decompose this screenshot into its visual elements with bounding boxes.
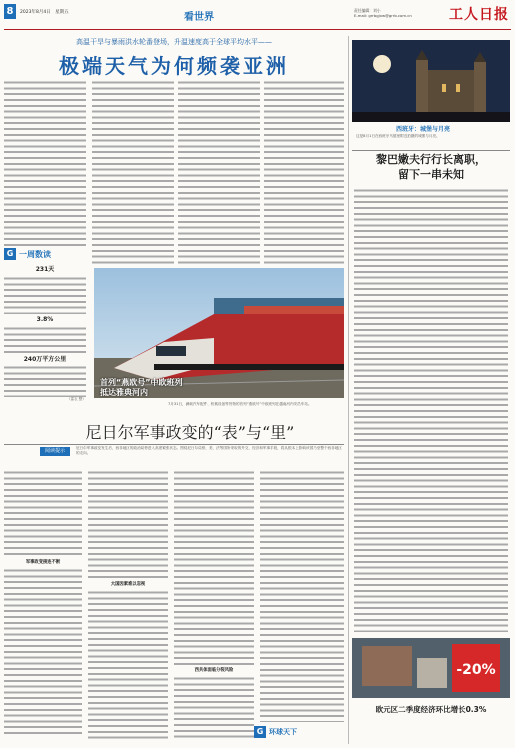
section-g-icon: G — [4, 248, 16, 260]
body-text — [88, 590, 168, 740]
reading-tip-text: 尼日尔军事政变发生后，西非地区的政治局势进入高度紧张状态。围绕尼日尔局势，美、法等国所采取的外交、经济和军事手段，将从根本上影响该国乃至整个西非地区的走向。 — [76, 446, 342, 455]
train-photo-title — [100, 378, 183, 398]
castle-photo — [352, 40, 510, 122]
body-text — [92, 80, 174, 264]
section-g-icon: G — [254, 726, 266, 738]
story-headline: 极端天气为何频袭亚洲 — [59, 54, 289, 78]
main-story-col-1 — [4, 80, 86, 246]
section-divider — [352, 150, 510, 151]
lebanon-headline-line-1: 黎巴嫩夫行行长离职， — [376, 153, 486, 166]
editor-line: 责任编辑：刘小 — [354, 8, 381, 13]
bottom-section-label: 环球天下 — [269, 728, 297, 736]
section-title: 看世界 — [184, 12, 214, 23]
reading-tip-tag: 阅读提示 — [40, 447, 70, 456]
niger-subhead: 大国因素难以忽视 — [110, 582, 146, 587]
page-number: 8 — [4, 4, 16, 19]
stat-number: 240万平方公里 — [23, 355, 67, 363]
niger-subhead: 军事政变接连不断 — [25, 560, 61, 565]
train-caption-line-1: 首列“燕欧号”中欧班列 — [100, 378, 183, 387]
niger-col-1 — [4, 470, 82, 742]
main-story-col-2 — [92, 80, 174, 264]
sale-illustration — [352, 638, 510, 698]
main-story-col-3 — [178, 80, 260, 264]
issue-date: 2023年8月4日 星期五 — [20, 10, 69, 15]
castle-illustration — [352, 40, 510, 122]
body-text — [88, 470, 168, 580]
niger-col-2 — [88, 470, 168, 742]
bottom-section-heading — [254, 726, 344, 738]
lebanon-body — [354, 188, 508, 632]
weekly-numbers-body — [4, 264, 86, 414]
column-divider — [348, 36, 349, 744]
train-photo-credit: 7月31日，满载汽车配件、机械设备等货物的首列“燕欧号”中欧班列在越南河内安员车站。 — [168, 402, 312, 406]
sale-photo — [352, 638, 510, 698]
newspaper-logo: 工人日报 — [449, 7, 509, 23]
email-line: E-mail: grrbgjxw@grrb.com.cn — [354, 13, 412, 18]
body-text — [354, 188, 508, 632]
castle-description: 这是8月1日在西班牙马德里附近拍摄的城堡与月亮。 — [356, 134, 440, 138]
weekly-numbers-heading — [4, 248, 86, 260]
main-story-col-4 — [264, 80, 344, 264]
editor-contact — [354, 8, 424, 18]
signature: （雷衣 整） — [66, 397, 86, 402]
niger-col-4 — [260, 470, 344, 722]
body-text — [264, 80, 344, 264]
body-text — [4, 365, 86, 397]
eurozone-headline: 欧元区二季度经济环比增长0.3% — [375, 705, 487, 714]
body-text — [260, 470, 344, 722]
body-text — [4, 470, 82, 556]
niger-subhead: 西共体面临分裂风险 — [194, 668, 234, 673]
body-text — [4, 80, 86, 246]
body-text — [178, 80, 260, 264]
body-text — [4, 276, 86, 314]
body-text — [4, 568, 82, 738]
weekly-numbers-label: 一周数读 — [19, 250, 51, 259]
castle-caption: 西班牙：城堡与月亮 — [396, 126, 451, 133]
section-divider — [4, 444, 344, 445]
svg-text:-20%: -20% — [456, 662, 496, 678]
body-text — [174, 676, 254, 740]
train-caption-line-2: 抵达雅典河内 — [100, 388, 148, 397]
body-text — [174, 470, 254, 666]
niger-headline: 尼日尔军事政变的“表”与“里” — [85, 423, 295, 442]
lebanon-headline — [352, 152, 510, 182]
stat-number: 3.8% — [36, 315, 54, 323]
stat-number: 231天 — [35, 266, 55, 273]
page-header — [4, 4, 511, 30]
story-kicker: 高温干旱与暴雨洪水轮番登场，升温速度高于全球平均水平—— — [76, 38, 272, 46]
lebanon-headline-line-2: 留下一串未知 — [398, 168, 464, 181]
body-text — [4, 326, 86, 354]
niger-col-3 — [174, 470, 254, 742]
